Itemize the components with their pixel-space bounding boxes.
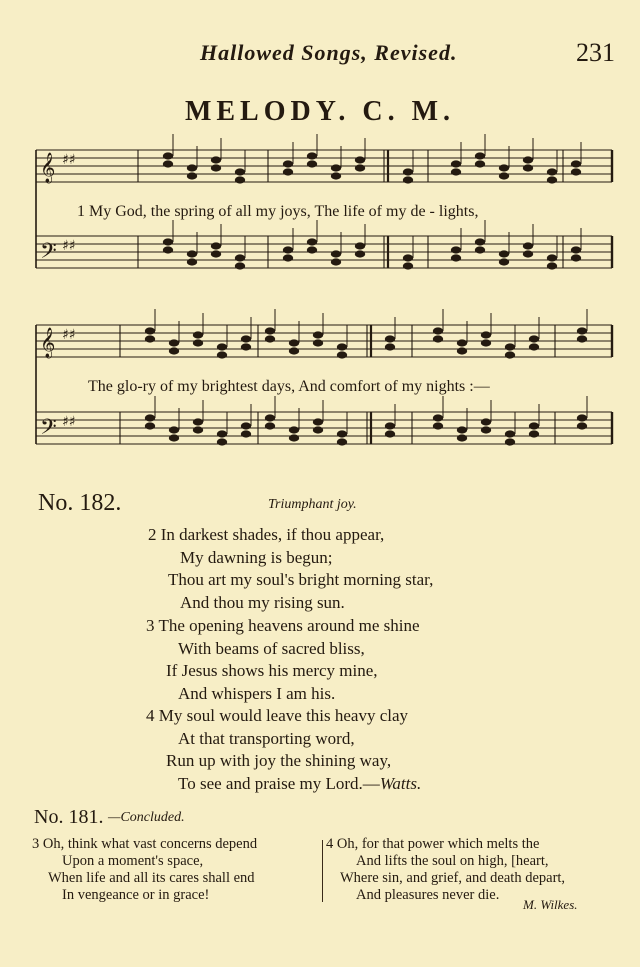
- note-head: [505, 438, 515, 445]
- note-head: [337, 430, 347, 437]
- note-head: [235, 176, 245, 183]
- verse-line: And whispers I am his.: [178, 683, 336, 703]
- note-head: [385, 430, 395, 437]
- note-head: [403, 176, 413, 183]
- running-title: Hallowed Songs, Revised.: [200, 40, 458, 65]
- note-head: [289, 339, 299, 346]
- note-head: [571, 254, 581, 261]
- verse-line: Run up with joy the shining way,: [166, 751, 392, 770]
- note-head: [241, 430, 251, 437]
- note-head: [235, 254, 245, 261]
- note-head: [217, 343, 227, 350]
- note-head: [481, 339, 491, 346]
- note-head: [433, 422, 443, 429]
- note-head: [169, 426, 179, 433]
- note-head: [385, 422, 395, 429]
- note-head: [457, 426, 467, 433]
- note-head: [217, 438, 227, 445]
- key-sharps: ♯♯: [62, 238, 76, 254]
- verse-line: When life and all its cares shall end: [48, 870, 255, 886]
- clef-mark: 𝄢: [40, 415, 57, 445]
- note-head: [499, 172, 509, 179]
- note-head: [283, 246, 293, 253]
- note-head: [451, 254, 461, 261]
- note-head: [385, 343, 395, 350]
- note-head: [475, 160, 485, 167]
- note-head: [529, 335, 539, 342]
- note-head: [355, 242, 365, 249]
- note-head: [403, 254, 413, 261]
- verse-line: With beams of sacred bliss,: [178, 638, 365, 658]
- verse-line: Thou art my soul's bright morning star,: [168, 570, 434, 589]
- note-head: [169, 434, 179, 441]
- clef-mark: 𝄞: [40, 153, 56, 183]
- note-head: [571, 160, 581, 167]
- note-head: [163, 152, 173, 159]
- note-head: [313, 339, 323, 346]
- note-head: [475, 246, 485, 253]
- verse-2: [148, 524, 433, 614]
- note-head: [499, 164, 509, 171]
- note-head: [481, 426, 491, 433]
- note-head: [145, 422, 155, 429]
- verse-line: And pleasures never die.: [356, 887, 500, 903]
- note-head: [457, 347, 467, 354]
- note-head: [283, 160, 293, 167]
- note-head: [187, 250, 197, 257]
- note-head: [481, 331, 491, 338]
- note-head: [217, 351, 227, 358]
- note-head: [505, 351, 515, 358]
- key-sharps: ♯♯: [62, 414, 76, 430]
- note-head: [433, 335, 443, 342]
- note-head: [355, 250, 365, 257]
- note-head: [307, 160, 317, 167]
- note-head: [571, 168, 581, 175]
- note-head: [217, 430, 227, 437]
- note-head: [577, 335, 587, 342]
- verse-3: [146, 615, 420, 705]
- note-head: [505, 343, 515, 350]
- note-head: [187, 258, 197, 265]
- note-head: [499, 258, 509, 265]
- note-head: [163, 246, 173, 253]
- concluded-verse-3: [32, 836, 257, 904]
- note-head: [475, 152, 485, 159]
- note-head: [433, 327, 443, 334]
- tune-title: MELODY. C. M.: [184, 96, 456, 127]
- note-head: [547, 168, 557, 175]
- note-head: [145, 335, 155, 342]
- note-head: [337, 343, 347, 350]
- verse-line: And lifts the soul on high, [heart,: [356, 853, 549, 869]
- note-head: [547, 254, 557, 261]
- note-head: [169, 347, 179, 354]
- verse-line: 4 Oh, for that power which melts the: [326, 836, 540, 852]
- note-head: [547, 176, 557, 183]
- verse-line: [146, 773, 421, 796]
- note-head: [169, 339, 179, 346]
- note-head: [163, 160, 173, 167]
- verse-line: My dawning is begun;: [180, 547, 333, 567]
- key-sharps: ♯♯: [62, 327, 76, 343]
- attribution-wilkes: M. Wilkes.: [523, 897, 578, 912]
- note-head: [313, 418, 323, 425]
- verse-line: In vengeance or in grace!: [62, 887, 210, 903]
- note-head: [577, 422, 587, 429]
- attribution-watts: Watts.: [379, 773, 422, 793]
- note-head: [547, 262, 557, 269]
- note-head: [403, 262, 413, 269]
- note-head: [571, 246, 581, 253]
- note-head: [433, 414, 443, 421]
- note-head: [331, 250, 341, 257]
- verse-line: Upon a moment's space,: [62, 853, 204, 869]
- music-notation: [0, 0, 640, 480]
- note-head: [457, 434, 467, 441]
- verse-line-text: To see and praise my Lord.—: [178, 773, 380, 793]
- note-head: [193, 426, 203, 433]
- clef-mark: 𝄢: [40, 239, 57, 269]
- note-head: [187, 164, 197, 171]
- note-head: [505, 430, 515, 437]
- note-head: [331, 172, 341, 179]
- note-head: [145, 327, 155, 334]
- hymn-subtitle: Triumphant joy.: [268, 497, 357, 512]
- note-head: [289, 347, 299, 354]
- note-head: [523, 242, 533, 249]
- verse-line: 4 My soul would leave this heavy clay: [146, 706, 409, 725]
- note-head: [577, 327, 587, 334]
- note-head: [265, 422, 275, 429]
- key-sharps: ♯♯: [62, 152, 76, 168]
- note-head: [289, 426, 299, 433]
- note-head: [529, 343, 539, 350]
- note-head: [145, 414, 155, 421]
- note-head: [355, 156, 365, 163]
- column-divider: [322, 840, 323, 902]
- note-head: [193, 418, 203, 425]
- note-head: [499, 250, 509, 257]
- note-head: [451, 168, 461, 175]
- note-head: [193, 331, 203, 338]
- note-head: [187, 172, 197, 179]
- note-head: [211, 156, 221, 163]
- note-head: [529, 422, 539, 429]
- note-head: [577, 414, 587, 421]
- note-head: [337, 438, 347, 445]
- note-head: [265, 335, 275, 342]
- note-head: [235, 168, 245, 175]
- clef-mark: 𝄞: [40, 328, 56, 358]
- note-head: [211, 250, 221, 257]
- note-head: [529, 430, 539, 437]
- lyric-line-1: 1 My God, the spring of all my joys, The life of my de - lights,: [77, 203, 479, 220]
- note-head: [451, 246, 461, 253]
- note-head: [403, 168, 413, 175]
- note-head: [235, 262, 245, 269]
- note-head: [457, 339, 467, 346]
- note-head: [289, 434, 299, 441]
- note-head: [241, 422, 251, 429]
- note-head: [265, 414, 275, 421]
- note-head: [355, 164, 365, 171]
- note-head: [283, 254, 293, 261]
- note-head: [307, 246, 317, 253]
- note-head: [211, 164, 221, 171]
- note-head: [331, 258, 341, 265]
- verse-line: If Jesus shows his mercy mine,: [166, 661, 378, 680]
- note-head: [313, 426, 323, 433]
- note-head: [163, 238, 173, 245]
- verse-line: 2 In darkest shades, if thou appear,: [148, 525, 385, 544]
- note-head: [451, 160, 461, 167]
- note-head: [241, 343, 251, 350]
- note-head: [193, 339, 203, 346]
- concluded-verse-4: [326, 836, 565, 904]
- note-head: [331, 164, 341, 171]
- page-number: 231: [576, 38, 615, 67]
- concluded-label: —Concluded.: [108, 810, 185, 825]
- note-head: [307, 152, 317, 159]
- verse-line: 3 The opening heavens around me shine: [146, 616, 420, 635]
- note-head: [475, 238, 485, 245]
- note-head: [283, 168, 293, 175]
- concluded-hymn-number: No. 181.: [34, 806, 104, 828]
- note-head: [313, 331, 323, 338]
- note-head: [241, 335, 251, 342]
- hymn-number: No. 182.: [38, 490, 122, 516]
- note-head: [337, 351, 347, 358]
- verse-line: And thou my rising sun.: [180, 592, 345, 612]
- note-head: [523, 156, 533, 163]
- note-head: [211, 242, 221, 249]
- note-head: [523, 164, 533, 171]
- lyric-line-2: The glo-ry of my brightest days, And comfort of my nights :—: [88, 378, 490, 395]
- verse-line: At that transporting word,: [178, 728, 355, 748]
- note-head: [307, 238, 317, 245]
- note-head: [481, 418, 491, 425]
- note-head: [265, 327, 275, 334]
- note-head: [385, 335, 395, 342]
- verse-line: Where sin, and grief, and death depart,: [340, 870, 566, 886]
- verse-line: 3 Oh, think what vast concerns depend: [32, 836, 258, 852]
- note-head: [523, 250, 533, 257]
- verse-4: [146, 705, 421, 795]
